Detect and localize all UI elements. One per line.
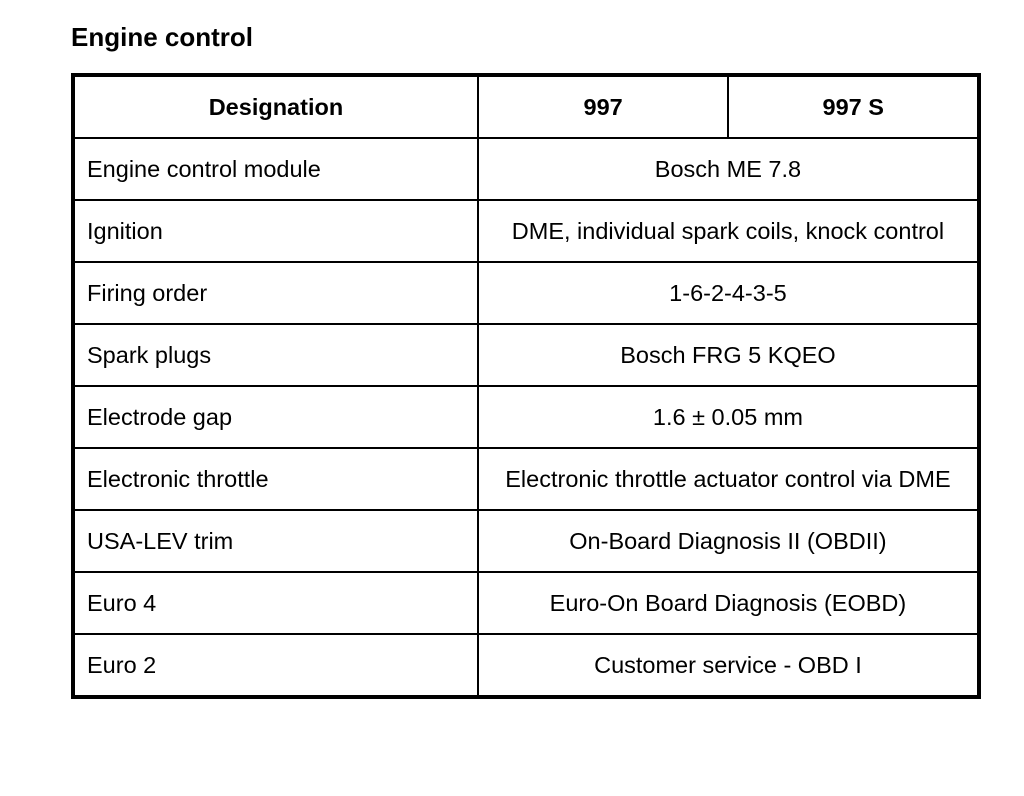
row-value: Bosch ME 7.8: [478, 138, 979, 200]
table-row: [73, 138, 979, 200]
table-row: [73, 448, 979, 510]
header-997: 997: [478, 75, 729, 138]
row-value: Electronic throttle actuator control via DME: [478, 448, 979, 510]
table-row: [73, 200, 979, 262]
row-label: Electrode gap: [73, 386, 478, 448]
row-label: Euro 4: [73, 572, 478, 634]
row-label: USA-LEV trim: [73, 510, 478, 572]
engine-control-table: [71, 73, 981, 699]
table-row: [73, 262, 979, 324]
row-value: Euro-On Board Diagnosis (EOBD): [478, 572, 979, 634]
row-label: Euro 2: [73, 634, 478, 697]
row-value: On-Board Diagnosis II (OBDII): [478, 510, 979, 572]
table-row: [73, 386, 979, 448]
row-label: Firing order: [73, 262, 478, 324]
row-label: Ignition: [73, 200, 478, 262]
section-title: Engine control: [71, 22, 253, 52]
table-row: [73, 510, 979, 572]
row-label: Electronic throttle: [73, 448, 478, 510]
table-row: [73, 634, 979, 697]
table-header-row: [73, 75, 979, 138]
table-row: [73, 572, 979, 634]
header-designation: Designation: [73, 75, 478, 138]
row-value: Bosch FRG 5 KQEO: [478, 324, 979, 386]
row-value: 1-6-2-4-3-5: [478, 262, 979, 324]
table-row: [73, 324, 979, 386]
row-label: Engine control module: [73, 138, 478, 200]
row-label: Spark plugs: [73, 324, 478, 386]
row-value: 1.6 ± 0.05 mm: [478, 386, 979, 448]
row-value: DME, individual spark coils, knock control: [478, 200, 979, 262]
row-value: Customer service - OBD I: [478, 634, 979, 697]
header-997-s: 997 S: [728, 75, 979, 138]
